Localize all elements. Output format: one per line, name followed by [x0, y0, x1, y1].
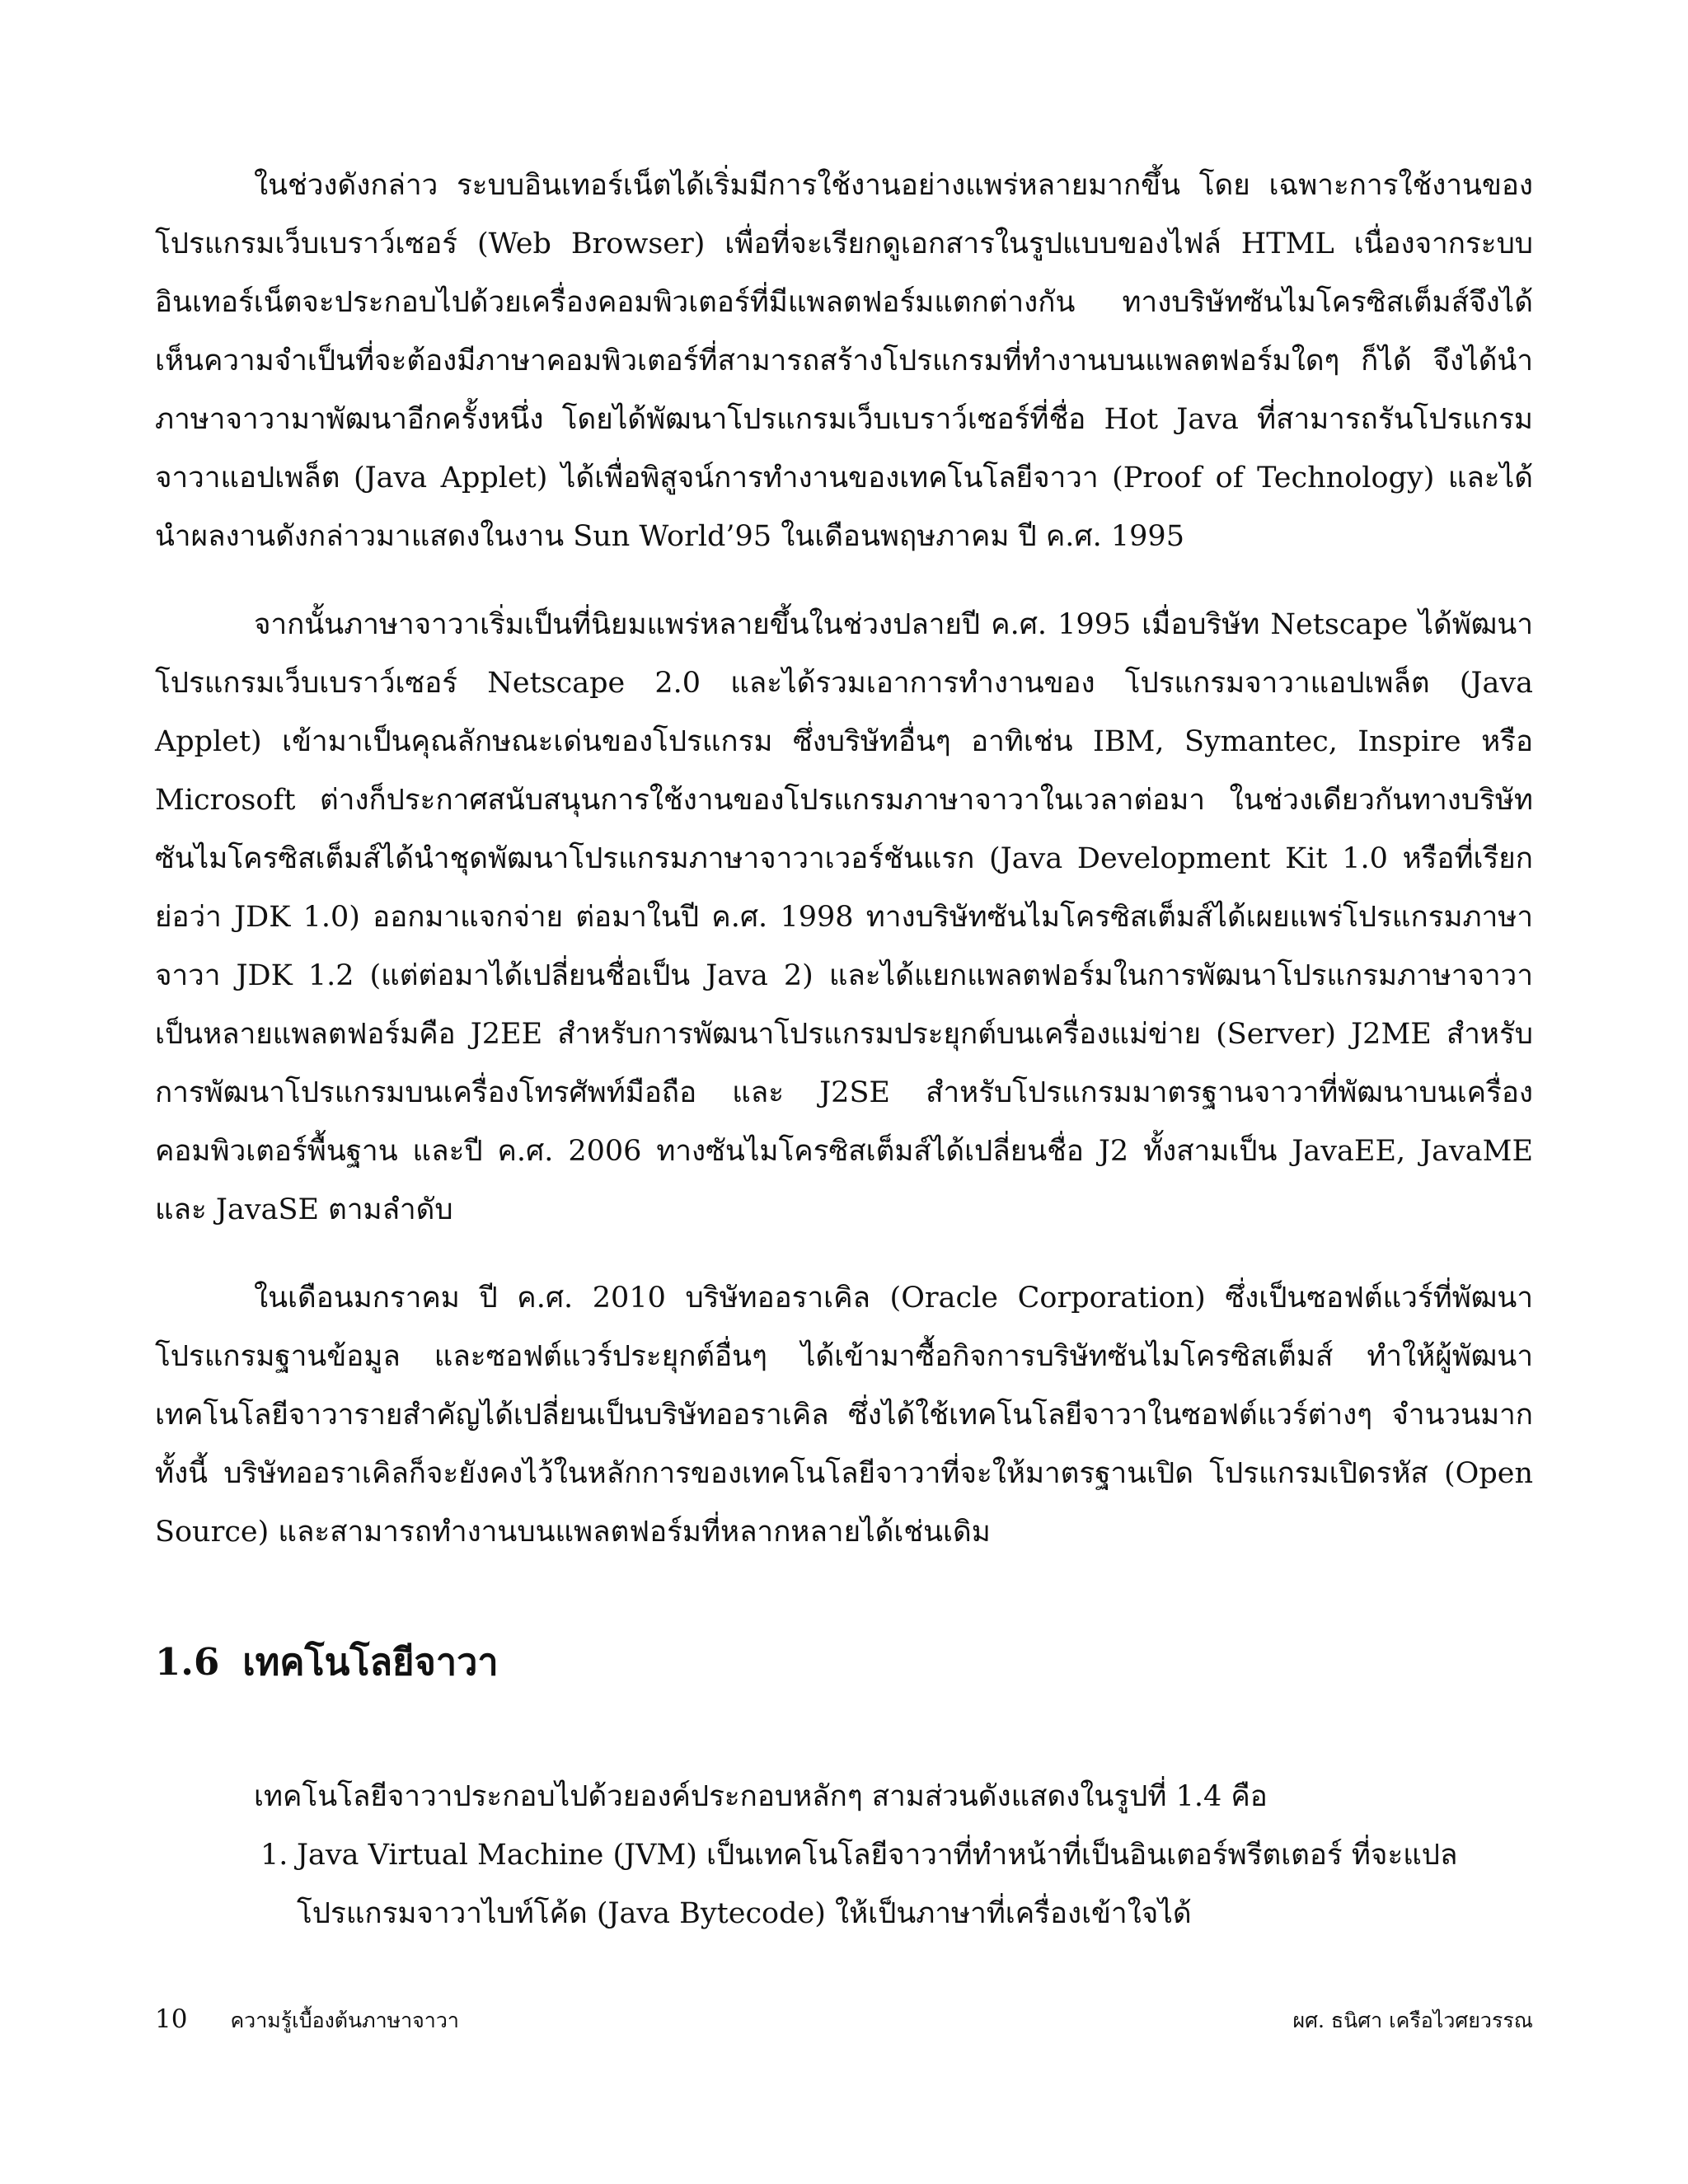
section-heading: [155, 1638, 1533, 1687]
component-list: [155, 1826, 1533, 1943]
footer-author: ผศ. ธนิศา เครือไวศยวรรณ: [1292, 2008, 1533, 2032]
section-title: เทคโนโลยีจาวา: [242, 1640, 499, 1684]
paragraph-history-web: ในช่วงดังกล่าว ระบบอินเทอร์เน็ตได้เริ่มมีการใช้งานอย่างแพร่หลายมากขึ้น โดย เฉพาะการใช้งานของโปรแกรมเว็บเบราว์เซอร์ (Web Browser) เพื่อที่จะเรียกดูเอกสารในรูปแบบของไฟล์ HTML เนื่องจากระบบอินเทอร์เน็ตจะประกอบไปด้วยเครื่องคอมพิวเตอร์ที่มีแพลตฟอร์มแตกต่างกัน ทางบริษัทซันไมโครซิสเต็มส์จึงได้เห็นความจำเป็นที่จะต้องมีภาษาคอมพิวเตอร์ที่สามารถสร้างโปรแกรมที่ทำงานบนแพลตฟอร์มใดๆ ก็ได้ จึงได้นำภาษาจาวามาพัฒนาอีกครั้งหนึ่ง โดยได้พัฒนาโปรแกรมเว็บเบราว์เซอร์ที่ชื่อ Hot Java ที่สามารถรันโปรแกรมจาวาแอปเพล็ต (Java Applet) ได้เพื่อพิสูจน์การทำงานของเทคโนโลยีจาวา (Proof of Technology) และได้นำผลงานดังกล่าวมาแสดงในงาน Sun World’95 ในเดือนพฤษภาคม ปี ค.ศ. 1995: [155, 169, 1533, 553]
footer-book-title: ความรู้เบื้องต้นภาษาจาวา: [230, 2008, 459, 2032]
page-footer: [155, 2004, 1533, 2037]
page-number: 10: [155, 2004, 188, 2034]
list-item: [260, 1826, 1533, 1943]
paragraph-history-oracle: ในเดือนมกราคม ปี ค.ศ. 2010 บริษัทออราเคิล (Oracle Corporation) ซึ่งเป็นซอฟต์แวร์ที่พัฒนาโปรแกรมฐานข้อมูล และซอฟต์แวร์ประยุกต์อื่นๆ ได้เข้ามาซื้อกิจการบริษัทซันไมโครซิสเต็มส์ ทำให้ผู้พัฒนาเทคโนโลยีจาวารายสำคัญได้เปลี่ยนเป็นบริษัทออราเคิล ซึ่งได้ใช้เทคโนโลยีจาวาในซอฟต์แวร์ต่างๆ จำนวนมาก ทั้งนี้ บริษัทออราเคิลก็จะยังคงไว้ในหลักการของเทคโนโลยีจาวาที่จะให้มาตรฐานเปิด โปรแกรมเปิดรหัส (Open Source) และสามารถทำงานบนแพลตฟอร์มที่หลากหลายได้เช่นเดิม: [155, 1282, 1533, 1549]
section-number: 1.6: [155, 1640, 220, 1684]
paragraph-history-netscape: จากนั้นภาษาจาวาเริ่มเป็นที่นิยมแพร่หลายขึ้นในช่วงปลายปี ค.ศ. 1995 เมื่อบริษัท Netscape ได้พัฒนาโปรแกรมเว็บเบราว์เซอร์ Netscape 2.0 และได้รวมเอาการทำงานของ โปรแกรมจาวาแอปเพล็ต (Java Applet) เข้ามาเป็นคุณลักษณะเด่นของโปรแกรม ซึ่งบริษัทอื่นๆ อาทิเช่น IBM, Symantec, Inspire หรือ Microsoft ต่างก็ประกาศสนับสนุนการใช้งานของโปรแกรมภาษาจาวาในเวลาต่อมา ในช่วงเดียวกันทางบริษัทซันไมโครซิสเต็มส์ได้นำชุดพัฒนาโปรแกรมภาษาจาวาเวอร์ชันแรก (Java Development Kit 1.0 หรือที่เรียกย่อว่า JDK 1.0) ออกมาแจกจ่าย ต่อมาในปี ค.ศ. 1998 ทางบริษัทซันไมโครซิสเต็มส์ได้เผยแพร่โปรแกรมภาษาจาวา JDK 1.2 (แต่ต่อมาได้เปลี่ยนชื่อเป็น Java 2) และได้แยกแพลตฟอร์มในการพัฒนาโปรแกรมภาษาจาวาเป็นหลายแพลตฟอร์มคือ J2EE สำหรับการพัฒนาโปรแกรมประยุกต์บนเครื่องแม่ข่าย (Server) J2ME สำหรับการพัฒนาโปรแกรมบนเครื่องโทรศัพท์มือถือ และ J2SE สำหรับโปรแกรมมาตรฐานจาวาที่พัฒนาบนเครื่องคอมพิวเตอร์พื้นฐาน และปี ค.ศ. 2006 ทางซันไมโครซิสเต็มส์ได้เปลี่ยนชื่อ J2 ทั้งสามเป็น JavaEE, JavaME และ JavaSE ตามลำดับ: [155, 608, 1533, 1226]
list-marker: 1.: [260, 1839, 288, 1872]
section-intro: เทคโนโลยีจาวาประกอบไปด้วยองค์ประกอบหลักๆ สามส่วนดังแสดงในรูปที่ 1.4 คือ: [254, 1780, 1268, 1813]
list-text: Java Virtual Machine (JVM) เป็นเทคโนโลยีจาวาที่ทำหน้าที่เป็นอินเตอร์พรีตเตอร์ ที่จะแปลโปรแกรมจาวาไบท์โค้ด (Java Bytecode) ให้เป็นภาษาที่เครื่องเข้าใจได้: [297, 1839, 1458, 1930]
page-content: [155, 157, 1533, 1943]
